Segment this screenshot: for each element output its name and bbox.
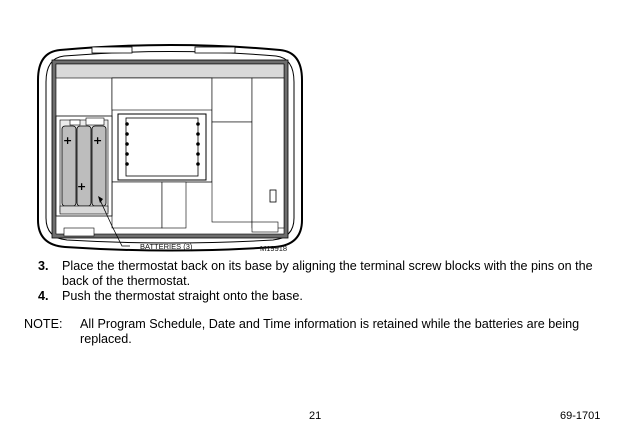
battery-2 (77, 126, 91, 206)
thermostat-battery-illustration (30, 40, 310, 260)
step-number: 4. (38, 289, 49, 303)
step-text: Place the thermostat back on its base by aligning the terminal screw blocks with the pins on the back of the thermostat. (62, 259, 593, 288)
battery-callout-label: BATTERIES (3) (140, 242, 193, 251)
battery-plus-3: + (93, 134, 103, 147)
thermostat-diagram (30, 40, 310, 260)
note-label: NOTE: (24, 317, 63, 331)
figure-id: M19918 (260, 244, 288, 253)
step-number: 3. (38, 259, 49, 273)
battery-plus-2: + (77, 180, 87, 193)
battery-plus-1: + (63, 134, 73, 147)
step-text: Push the thermostat straight onto the base. (62, 289, 303, 303)
page-number: 21 (309, 410, 322, 422)
document-number: 69-1701 (560, 410, 601, 422)
note-text: All Program Schedule, Date and Time information is retained while the batteries are being replaced. (80, 317, 580, 346)
